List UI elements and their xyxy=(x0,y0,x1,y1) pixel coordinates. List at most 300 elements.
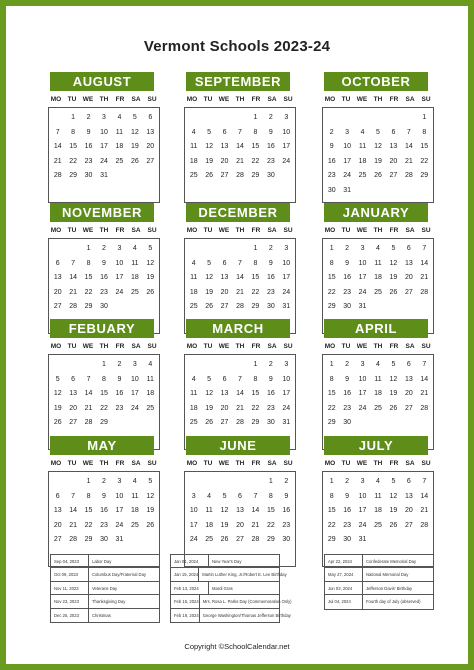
day-cell: 23 xyxy=(282,521,291,529)
day-cell: 5 xyxy=(148,245,153,252)
day-cell: 19 xyxy=(205,404,214,412)
day-cell: 22 xyxy=(69,157,78,165)
day-cell: 4 xyxy=(376,245,380,252)
day-cell: 19 xyxy=(374,157,382,165)
day-cell: 27 xyxy=(220,419,229,427)
empty-cell xyxy=(127,533,142,548)
day-cell: 8 xyxy=(422,128,427,136)
empty-cell xyxy=(81,358,96,373)
day-cell: 28 xyxy=(251,536,260,544)
holiday-row xyxy=(51,609,159,622)
day-cell: 23 xyxy=(327,172,336,180)
weekday-label: FR xyxy=(115,460,125,467)
day-cell: 23 xyxy=(266,288,275,296)
empty-cell xyxy=(201,184,216,199)
empty-cell xyxy=(232,475,247,490)
weekday-label: SU xyxy=(421,96,431,103)
empty-cell xyxy=(232,184,247,199)
weekday-label: TH xyxy=(373,227,383,234)
day-cell: 20 xyxy=(389,157,398,165)
empty-cell xyxy=(65,242,80,257)
day-cell: 11 xyxy=(115,128,124,136)
day-cell: 7 xyxy=(238,375,242,383)
page-title: Vermont Schools 2023-24 xyxy=(143,38,331,55)
day-cell: 25 xyxy=(374,404,382,412)
holiday-name: Columbus Day/Fraternal Day xyxy=(92,572,146,578)
holiday-date: Apr 22, 2024 xyxy=(325,555,363,567)
holiday-date: Feb 19, 2024 xyxy=(171,609,200,622)
day-cell: 22 xyxy=(84,288,93,296)
day-cell: 29 xyxy=(266,536,275,544)
day-cell: 8 xyxy=(253,375,258,383)
day-cell: 24 xyxy=(282,157,291,165)
day-cell: 7 xyxy=(422,245,427,252)
empty-cell xyxy=(417,184,432,199)
empty-cell xyxy=(248,184,263,199)
day-cell: 10 xyxy=(115,492,124,500)
empty-cell xyxy=(143,533,158,548)
empty-cell xyxy=(186,242,201,257)
holiday-name: Christmas xyxy=(92,612,111,618)
holiday-name: Mrs. Rosa L. Parks Day (Commemoration Only) xyxy=(202,599,292,605)
empty-cell xyxy=(112,169,127,184)
day-cell: 29 xyxy=(100,419,108,427)
day-cell: 23 xyxy=(115,404,124,412)
weekday-label: TH xyxy=(373,96,383,103)
day-cell: 31 xyxy=(358,536,367,544)
day-cell: 3 xyxy=(284,361,289,368)
weekday-label: TH xyxy=(373,343,383,350)
day-cell: 23 xyxy=(100,521,108,529)
day-cell: 12 xyxy=(389,492,398,500)
month-name: OCTOBER xyxy=(324,72,428,91)
day-cell: 17 xyxy=(282,274,291,282)
day-cell: 11 xyxy=(146,375,154,383)
weekday-header xyxy=(48,226,160,236)
day-cell: 30 xyxy=(266,419,275,427)
holiday-row xyxy=(51,568,159,581)
empty-cell xyxy=(401,111,416,126)
day-cell: 13 xyxy=(69,390,78,398)
day-cell: 21 xyxy=(236,157,244,165)
day-cell: 2 xyxy=(345,478,350,485)
day-cell: 2 xyxy=(329,128,334,136)
day-cell: 3 xyxy=(360,245,365,252)
empty-cell xyxy=(417,416,432,431)
holiday-date: Jun 03, 2024 xyxy=(325,582,363,594)
day-cell: 17 xyxy=(115,274,124,282)
day-cell: 9 xyxy=(345,375,350,383)
day-cell: 24 xyxy=(282,404,291,412)
day-cell: 7 xyxy=(238,128,242,136)
weekday-header xyxy=(48,459,160,469)
day-cell: 29 xyxy=(420,172,429,180)
weekday-label: SU xyxy=(283,343,293,350)
day-cell: 3 xyxy=(284,114,289,121)
day-cell: 29 xyxy=(84,303,93,311)
weekday-label: SA xyxy=(405,460,415,467)
day-cell: 26 xyxy=(220,536,229,544)
day-cell: 28 xyxy=(236,419,244,427)
day-cell: 3 xyxy=(102,114,106,121)
empty-cell xyxy=(417,300,432,315)
day-cell: 20 xyxy=(220,288,229,296)
day-cell: 11 xyxy=(374,492,382,500)
day-cell: 6 xyxy=(148,114,153,121)
holiday-name: National Memorial Day xyxy=(366,572,409,578)
weekday-label: WE xyxy=(356,96,368,103)
day-cell: 27 xyxy=(404,404,413,412)
day-cell: 13 xyxy=(53,507,62,515)
day-cell: 7 xyxy=(71,492,76,500)
day-cell: 28 xyxy=(420,288,429,296)
day-cell: 2 xyxy=(268,114,273,121)
day-cell: 21 xyxy=(404,157,413,165)
empty-cell xyxy=(386,184,401,199)
day-cell: 21 xyxy=(420,274,429,282)
holiday-name: Labor Day xyxy=(92,559,112,564)
day-cell: 22 xyxy=(251,288,260,296)
day-cell: 15 xyxy=(327,274,336,282)
day-cell: 16 xyxy=(343,390,352,398)
day-cell: 25 xyxy=(146,404,155,412)
day-cell: 11 xyxy=(374,259,382,267)
weekday-label: SU xyxy=(147,343,157,350)
day-cell: 17 xyxy=(358,274,367,282)
day-cell: 29 xyxy=(327,419,336,427)
day-cell: 16 xyxy=(266,143,275,151)
weekday-label: MO xyxy=(186,96,198,103)
empty-cell xyxy=(401,533,416,548)
day-cell: 24 xyxy=(189,536,198,544)
day-cell: 27 xyxy=(236,536,244,544)
day-cell: 4 xyxy=(376,361,380,368)
weekday-label: TU xyxy=(341,227,351,234)
day-cell: 17 xyxy=(343,157,352,165)
day-cell: 30 xyxy=(100,536,108,544)
day-cell: 9 xyxy=(284,492,289,500)
copyright-footer: Copyright ©SchoolCalendar.net xyxy=(184,642,290,651)
weekday-label: MO xyxy=(324,460,336,467)
day-cell: 8 xyxy=(71,128,76,136)
day-cell: 11 xyxy=(190,390,198,398)
day-cell: 1 xyxy=(253,114,258,121)
empty-cell xyxy=(232,242,247,257)
weekday-label: TU xyxy=(67,227,77,234)
day-cell: 1 xyxy=(329,245,334,252)
empty-cell xyxy=(143,300,158,315)
day-cell: 4 xyxy=(117,114,122,121)
empty-cell xyxy=(370,184,385,199)
day-cell: 7 xyxy=(86,375,91,383)
day-cell: 10 xyxy=(343,143,352,151)
day-cell: 16 xyxy=(327,157,336,165)
day-cell: 29 xyxy=(251,419,260,427)
day-cell: 26 xyxy=(389,288,398,296)
weekday-label: SA xyxy=(131,227,141,234)
day-cell: 26 xyxy=(130,157,139,165)
day-cell: 16 xyxy=(100,274,108,282)
day-grid xyxy=(322,471,434,567)
day-grid xyxy=(184,107,296,203)
day-cell: 6 xyxy=(406,361,411,368)
day-cell: 6 xyxy=(391,128,396,136)
day-cell: 14 xyxy=(420,375,429,383)
day-cell: 22 xyxy=(251,157,260,165)
day-cell: 14 xyxy=(404,143,413,151)
day-cell: 8 xyxy=(253,128,258,136)
day-cell: 26 xyxy=(205,172,214,180)
day-cell: 8 xyxy=(253,259,258,267)
day-cell: 26 xyxy=(146,288,155,296)
empty-cell xyxy=(65,475,80,490)
day-cell: 10 xyxy=(115,259,124,267)
day-cell: 16 xyxy=(343,507,352,515)
empty-cell xyxy=(370,111,385,126)
day-cell: 21 xyxy=(69,288,78,296)
day-cell: 4 xyxy=(191,375,196,383)
weekday-header xyxy=(322,95,434,105)
empty-cell xyxy=(201,475,216,490)
holiday-date: May 27, 2024 xyxy=(325,568,363,580)
day-cell: 26 xyxy=(205,419,214,427)
day-cell: 14 xyxy=(251,507,260,515)
day-cell: 18 xyxy=(130,274,139,282)
day-cell: 19 xyxy=(146,274,155,282)
day-cell: 3 xyxy=(117,478,122,485)
weekday-label: TH xyxy=(235,227,245,234)
day-cell: 25 xyxy=(374,521,382,529)
day-cell: 6 xyxy=(55,492,60,500)
empty-cell xyxy=(186,475,201,490)
day-cell: 5 xyxy=(55,375,60,383)
weekday-label: FR xyxy=(389,343,399,350)
day-cell: 30 xyxy=(100,303,108,311)
day-cell: 31 xyxy=(115,536,124,544)
day-cell: 9 xyxy=(345,259,350,267)
weekday-label: FR xyxy=(115,227,125,234)
day-cell: 22 xyxy=(327,288,336,296)
holiday-row xyxy=(171,555,279,568)
day-cell: 8 xyxy=(86,259,91,267)
empty-cell xyxy=(248,475,263,490)
month-name: JANUARY xyxy=(324,203,428,222)
day-cell: 26 xyxy=(146,521,155,529)
weekday-header xyxy=(184,226,296,236)
holiday-row xyxy=(171,568,287,581)
day-cell: 9 xyxy=(117,375,122,383)
day-cell: 7 xyxy=(253,492,258,500)
day-cell: 1 xyxy=(86,245,91,252)
day-cell: 11 xyxy=(358,143,367,151)
holiday-row xyxy=(325,568,433,581)
day-cell: 9 xyxy=(102,259,106,267)
day-cell: 5 xyxy=(207,259,212,267)
day-cell: 27 xyxy=(146,157,155,165)
day-cell: 29 xyxy=(327,536,336,544)
weekday-label: TH xyxy=(99,343,109,350)
day-cell: 19 xyxy=(205,288,214,296)
day-cell: 23 xyxy=(266,157,275,165)
month-name: SEPTEMBER xyxy=(186,72,290,91)
day-cell: 27 xyxy=(404,288,413,296)
empty-cell xyxy=(355,184,370,199)
holiday-row xyxy=(171,595,292,608)
day-cell: 19 xyxy=(53,404,62,412)
day-cell: 8 xyxy=(86,492,91,500)
day-cell: 17 xyxy=(282,390,291,398)
month-name: APRIL xyxy=(324,319,428,338)
day-cell: 27 xyxy=(389,172,398,180)
day-cell: 6 xyxy=(222,259,227,267)
empty-cell xyxy=(201,358,216,373)
empty-cell xyxy=(201,111,216,126)
day-cell: 14 xyxy=(69,507,78,515)
holiday-date: Sep 04, 2023 xyxy=(51,555,89,567)
holiday-table xyxy=(50,554,160,623)
day-cell: 1 xyxy=(268,478,273,485)
day-cell: 4 xyxy=(132,478,137,485)
day-cell: 28 xyxy=(236,303,244,311)
day-cell: 25 xyxy=(189,172,198,180)
day-cell: 13 xyxy=(220,274,229,282)
day-cell: 20 xyxy=(53,521,62,529)
day-cell: 17 xyxy=(282,143,291,151)
day-cell: 5 xyxy=(222,492,227,500)
day-cell: 14 xyxy=(84,390,93,398)
day-cell: 21 xyxy=(69,521,78,529)
empty-cell xyxy=(417,533,432,548)
day-cell: 24 xyxy=(282,288,291,296)
day-cell: 25 xyxy=(205,536,214,544)
day-cell: 5 xyxy=(207,128,212,136)
day-cell: 9 xyxy=(345,492,350,500)
month-april xyxy=(322,319,434,450)
day-cell: 28 xyxy=(420,404,429,412)
day-cell: 14 xyxy=(420,492,429,500)
day-cell: 1 xyxy=(329,361,334,368)
holiday-name: Fourth day of July (observed) xyxy=(366,599,421,605)
day-cell: 3 xyxy=(132,361,137,368)
day-cell: 20 xyxy=(404,390,413,398)
empty-cell xyxy=(143,416,158,431)
day-cell: 20 xyxy=(404,274,413,282)
month-december xyxy=(184,203,296,334)
day-cell: 10 xyxy=(130,375,139,383)
day-cell: 21 xyxy=(236,288,244,296)
day-cell: 16 xyxy=(266,390,275,398)
weekday-header xyxy=(322,226,434,236)
day-cell: 10 xyxy=(358,492,367,500)
day-cell: 19 xyxy=(220,521,229,529)
day-cell: 1 xyxy=(329,478,334,485)
day-cell: 12 xyxy=(205,143,214,151)
day-cell: 30 xyxy=(282,536,291,544)
day-cell: 19 xyxy=(130,143,139,151)
weekday-label: SU xyxy=(283,96,293,103)
day-cell: 8 xyxy=(329,259,334,267)
day-cell: 24 xyxy=(115,288,124,296)
day-cell: 14 xyxy=(236,274,244,282)
weekday-label: MO xyxy=(50,460,62,467)
day-cell: 7 xyxy=(71,259,76,267)
day-cell: 24 xyxy=(343,172,352,180)
day-cell: 24 xyxy=(115,521,124,529)
weekday-label: MO xyxy=(186,227,198,234)
day-cell: 17 xyxy=(130,390,139,398)
holiday-name: Confederate Memorial Day xyxy=(366,559,417,564)
weekday-label: MO xyxy=(324,227,336,234)
day-cell: 18 xyxy=(374,507,382,515)
weekday-label: FR xyxy=(251,96,261,103)
day-cell: 1 xyxy=(253,361,258,368)
day-cell: 10 xyxy=(358,375,367,383)
weekday-label: TU xyxy=(203,460,213,467)
day-cell: 30 xyxy=(266,303,275,311)
day-cell: 15 xyxy=(251,390,260,398)
day-cell: 6 xyxy=(222,128,227,136)
day-cell: 23 xyxy=(100,288,108,296)
empty-cell xyxy=(50,358,65,373)
day-cell: 27 xyxy=(404,521,413,529)
day-cell: 21 xyxy=(251,521,260,529)
empty-cell xyxy=(186,358,201,373)
day-cell: 15 xyxy=(327,390,336,398)
day-cell: 9 xyxy=(268,259,273,267)
day-cell: 16 xyxy=(84,143,93,151)
holiday-table xyxy=(324,554,434,610)
calendar-page xyxy=(6,6,468,664)
day-cell: 15 xyxy=(251,143,260,151)
day-cell: 24 xyxy=(358,521,367,529)
day-cell: 15 xyxy=(69,143,78,151)
weekday-label: SU xyxy=(421,460,431,467)
day-cell: 24 xyxy=(100,157,108,165)
empty-cell xyxy=(279,184,294,199)
weekday-header xyxy=(184,95,296,105)
empty-cell xyxy=(370,416,385,431)
weekday-label: SA xyxy=(131,96,141,103)
day-cell: 3 xyxy=(345,128,350,136)
day-cell: 11 xyxy=(131,492,139,500)
day-cell: 25 xyxy=(189,419,198,427)
weekday-label: SU xyxy=(421,343,431,350)
empty-cell xyxy=(112,184,127,199)
day-cell: 12 xyxy=(389,375,398,383)
day-cell: 27 xyxy=(53,303,62,311)
day-cell: 22 xyxy=(266,521,275,529)
day-cell: 14 xyxy=(420,259,429,267)
day-cell: 18 xyxy=(146,390,155,398)
weekday-label: WE xyxy=(82,227,94,234)
day-cell: 12 xyxy=(205,390,214,398)
day-cell: 16 xyxy=(266,274,275,282)
day-cell: 31 xyxy=(343,186,352,194)
day-cell: 23 xyxy=(343,404,352,412)
day-cell: 22 xyxy=(420,157,429,165)
day-cell: 20 xyxy=(236,521,244,529)
day-cell: 12 xyxy=(130,128,139,136)
day-cell: 4 xyxy=(191,128,196,136)
holiday-date: Nov 11, 2023 xyxy=(51,582,89,594)
weekday-label: SU xyxy=(147,96,157,103)
day-cell: 30 xyxy=(343,536,352,544)
holiday-date: Jan 15, 2024 xyxy=(171,568,199,580)
weekday-label: SA xyxy=(131,343,141,350)
day-cell: 30 xyxy=(327,186,336,194)
day-cell: 1 xyxy=(253,245,258,252)
holiday-row xyxy=(171,582,279,595)
